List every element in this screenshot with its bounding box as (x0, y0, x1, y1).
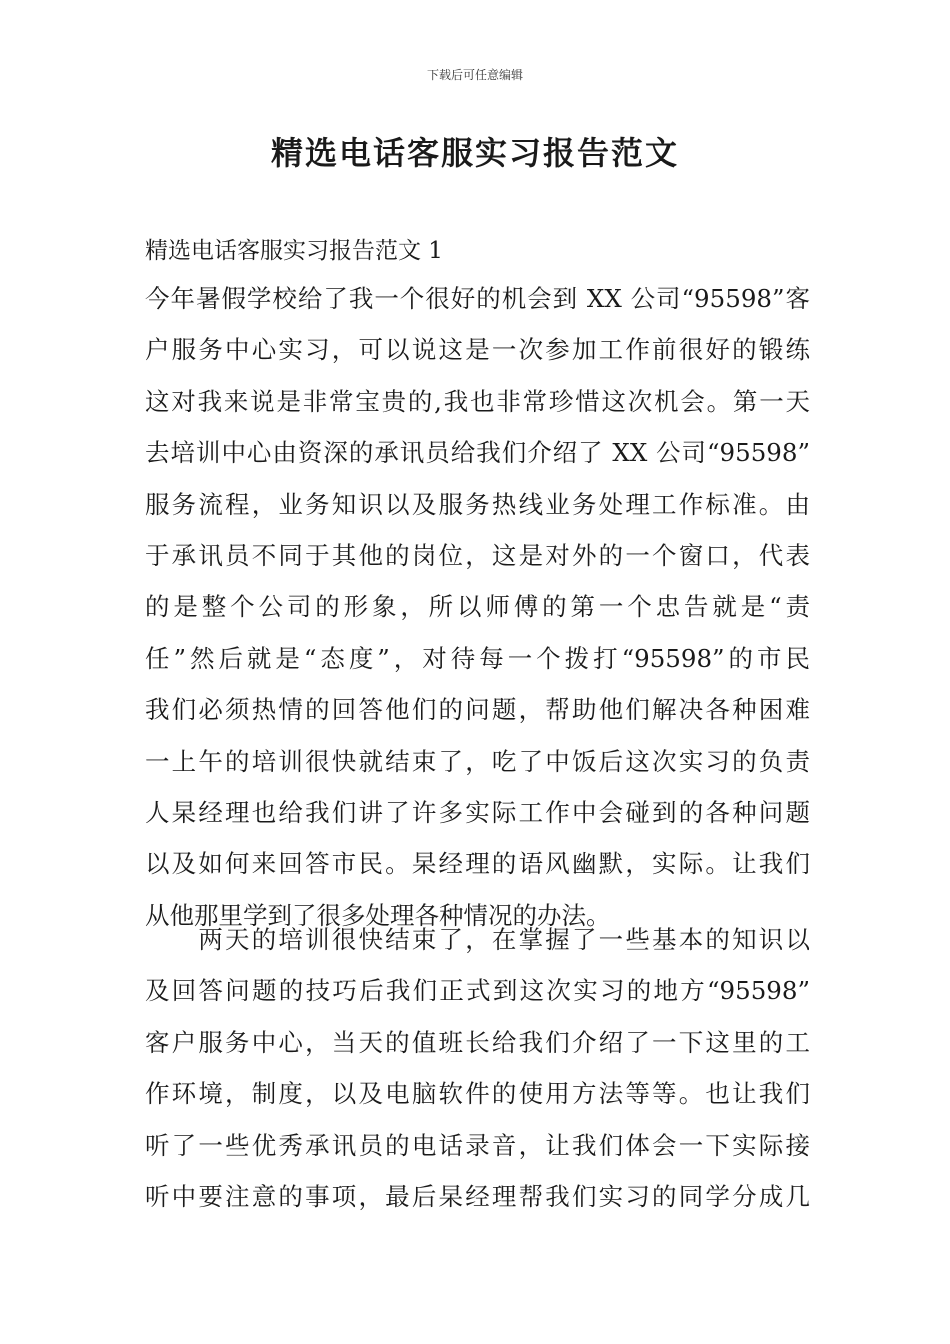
paragraph-line: 客户服务中心，当天的值班长给我们介绍了一下这里的工 (145, 1027, 810, 1057)
paragraph-line: 于承讯员不同于其他的岗位，这是对外的一个窗口，代表 (145, 540, 810, 570)
paragraph-line: 两天的培训很快结束了，在掌握了一些基本的知识以 (145, 925, 810, 954)
paragraph-line: 这对我来说是非常宝贵的,我也非常珍惜这次机会。第一天 (145, 386, 810, 416)
paragraph-line: 我们必须热情的回答他们的问题，帮助他们解决各种困难 (145, 695, 810, 725)
paragraph-line: 人杲经理也给我们讲了许多实际工作中会碰到的各种问题 (145, 797, 810, 827)
paragraph-line: 服务流程，业务知识以及服务热线业务处理工作标准。由 (145, 489, 810, 519)
paragraph-line: 作环境，制度，以及电脑软件的使用方法等等。也让我们 (145, 1079, 810, 1109)
section-heading: 精选电话客服实习报告范文 1 (145, 238, 443, 264)
paragraph-line: 任”然后就是“态度”，对待每一个拨打“95598”的市民 (145, 643, 810, 673)
paragraph-line: 户服务中心实习，可以说这是一次参加工作前很好的锻练 (145, 335, 810, 365)
header-note: 下载后可任意编辑 (426, 68, 523, 82)
paragraph-line: 的是整个公司的形象，所以师傅的第一个忠告就是“责 (145, 592, 810, 622)
paragraph-2 (145, 914, 810, 1222)
paragraph-1 (145, 273, 810, 941)
paragraph-line: 听中要注意的事项，最后杲经理帮我们实习的同学分成几 (145, 1181, 810, 1211)
paragraph-line: 今年暑假学校给了我一个很好的机会到 XX 公司“95598”客 (145, 284, 810, 313)
document-title: 精选电话客服实习报告范文 (270, 134, 679, 172)
paragraph-line: 及回答问题的技巧后我们正式到这次实习的地方“95598” (145, 976, 810, 1006)
paragraph-line: 从他那里学到了很多处理各种情况的办法。 (145, 900, 611, 930)
paragraph-line: 去培训中心由资深的承讯员给我们介绍了 XX 公司“95598” (145, 438, 810, 468)
paragraph-line: 听了一些优秀承讯员的电话录音，让我们体会一下实际接 (145, 1130, 810, 1160)
paragraph-line: 一上午的培训很快就结束了，吃了中饭后这次实习的负责 (145, 746, 810, 776)
paragraph-line: 以及如何来回答市民。杲经理的语风幽默，实际。让我们 (145, 849, 810, 879)
